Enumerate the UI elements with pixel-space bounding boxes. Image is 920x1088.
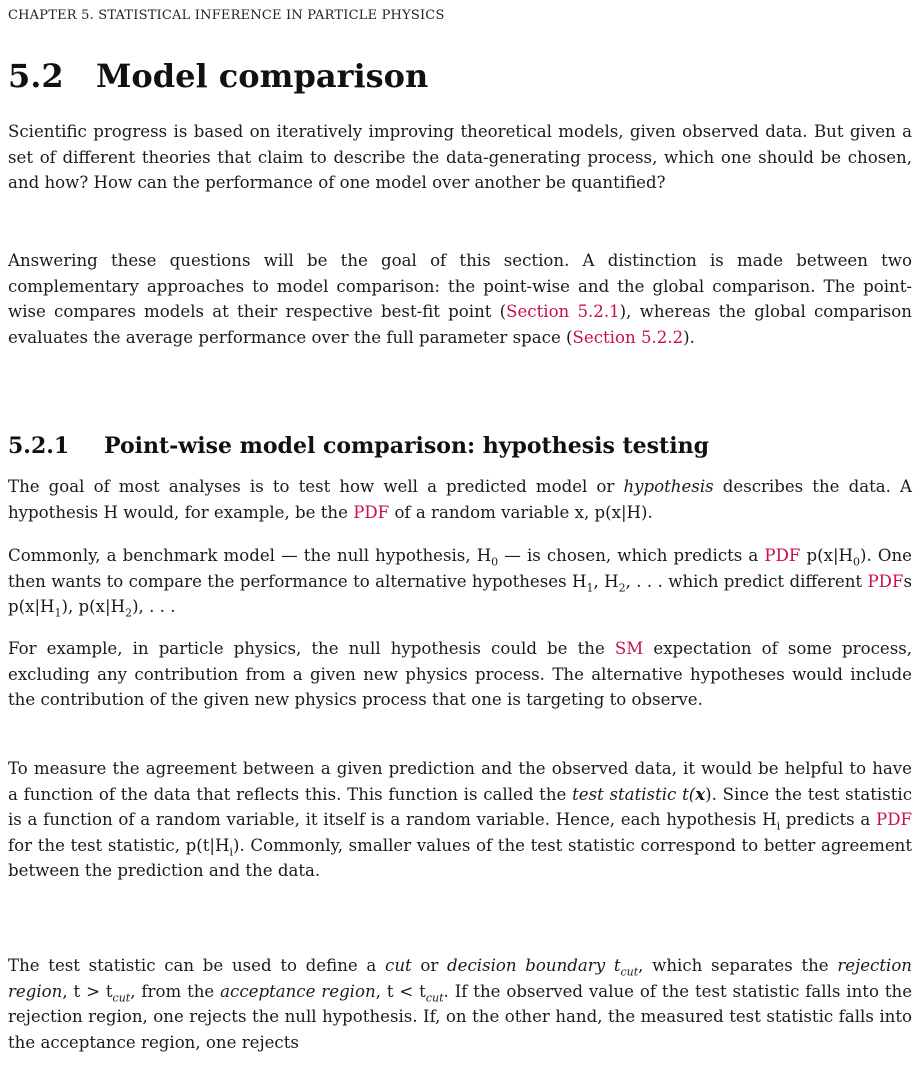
paragraph-particle-physics	[8, 636, 912, 713]
running-head: CHAPTER 5. STATISTICAL INFERENCE IN PARTICLE PHYSICS	[8, 8, 445, 23]
section-number: 5.2	[8, 57, 64, 95]
text-run: , t > t	[62, 981, 113, 1001]
subsection-number: 5.2.1	[8, 433, 70, 459]
section-title-text: Model comparison	[96, 57, 429, 95]
text-run: ). Since the test statistic is a function of a random variable, it itself is a random variable. Hence, each hypothesis H	[8, 784, 912, 829]
paragraph-intro: Scientific progress is based on iteratively improving theoretical models, given observed data. But given a set of different theories that claim to describe the data-generating process, which one should be chosen, and how? How can the performance of one model over another be quantified?	[8, 122, 912, 192]
text-run: The goal of most analyses is to test how well a predicted model or	[8, 477, 624, 496]
paragraph-approaches	[8, 248, 912, 350]
subscript: 0	[491, 555, 499, 569]
text-run-italic: test statistic t(	[572, 784, 696, 804]
text-run: , H	[593, 571, 619, 591]
text-run: s p(x|H	[8, 571, 912, 616]
text-run: ).	[683, 327, 695, 347]
text-run: ), whereas the global comparison evaluates the average performance over the full parameter space (	[8, 302, 912, 347]
subscript: 2	[618, 580, 626, 594]
link-sm[interactable]: SM	[614, 639, 644, 658]
link-pdf[interactable]: PDF	[353, 502, 390, 522]
text-run: ). One then wants to compare the performance to alternative hypotheses H	[8, 546, 912, 591]
text-run: predicts a	[780, 810, 877, 829]
subscript: 2	[125, 606, 133, 620]
subscript: i	[776, 819, 781, 833]
text-run: or	[411, 956, 448, 975]
text-run: To measure the agreement between a given prediction and the observed data, it would be helpful to have a function of the data that reflects this. This function is called the	[8, 759, 912, 804]
text-run: The test statistic can be used to define a	[8, 956, 386, 975]
text-run-bold-italic: x	[695, 783, 706, 804]
section-title	[8, 56, 428, 96]
text-run: . If the observed value of the test statistic falls into the rejection region, one rejects the null hypothesis. If, on the other hand, the measured test statistic falls into the acceptance region, one rejects	[8, 981, 913, 1052]
text-run: ), . . .	[132, 597, 176, 616]
paragraph-hypothesis	[8, 474, 912, 525]
text-run: For example, in particle physics, the null hypothesis could be the	[8, 639, 615, 658]
text-run: , . . . which predict different	[625, 571, 868, 591]
text-run: — is chosen, which predicts a	[498, 546, 765, 565]
text-run: ), p(x|H	[61, 597, 126, 616]
text-run-italic: decision boundary t	[447, 956, 621, 975]
link-pdf[interactable]: PDF	[876, 810, 913, 829]
paragraph-decision-boundary	[8, 953, 912, 1055]
subscript: cut	[112, 990, 131, 1004]
text-run-italic: rejection region	[8, 956, 912, 1001]
text-run: , from the	[130, 981, 221, 1001]
link-section-5-2-1[interactable]: Section 5.2.1	[506, 302, 620, 321]
link-pdf[interactable]: PDF	[764, 546, 801, 565]
link-section-5-2-2[interactable]: Section 5.2.2	[572, 327, 684, 347]
text-run-italic: cut	[385, 956, 412, 975]
text-run: Answering these questions will be the goal of this section. A distinction is made between two complementary approaches to model comparison: the point-wise and the global comparison. The point-wise compares models at their respective best-fit point (	[8, 251, 912, 321]
text-run: of a random variable x, p(x|H).	[389, 502, 653, 522]
subscript: i	[229, 844, 233, 858]
subscript: 1	[54, 606, 62, 620]
text-run: for the test statistic, p(t|H	[8, 835, 230, 855]
subscript: 0	[853, 555, 861, 569]
text-run: describes the data. A hypothesis H would, for example, be the	[8, 477, 912, 522]
text-run: , t < t	[375, 981, 426, 1001]
subscript: 1	[586, 580, 594, 594]
paragraph-test-statistic	[8, 756, 912, 884]
subsection-title-text: Point-wise model comparison: hypothesis testing	[104, 433, 709, 459]
text-run-italic: hypothesis	[623, 477, 714, 496]
text-run: p(x|H	[800, 546, 854, 565]
paragraph-null-hypothesis	[8, 543, 912, 620]
subsection-title	[8, 431, 709, 461]
link-pdfs[interactable]: PDF	[867, 571, 904, 591]
text-run: expectation of some process, excluding any contribution from a given new physics process. The alternative hypotheses would include the contribution of the given new physics process that one is targeting to observe.	[8, 639, 912, 709]
text-run: Commonly, a benchmark model — the null hypothesis, H	[8, 546, 492, 565]
text-run-italic: acceptance region	[220, 981, 376, 1001]
text-run: ). Commonly, smaller values of the test statistic correspond to better agreement between the prediction and the data.	[8, 835, 912, 880]
subscript: cut	[620, 965, 639, 979]
text-run: , which separates the	[638, 956, 838, 975]
subscript: cut	[425, 990, 444, 1004]
